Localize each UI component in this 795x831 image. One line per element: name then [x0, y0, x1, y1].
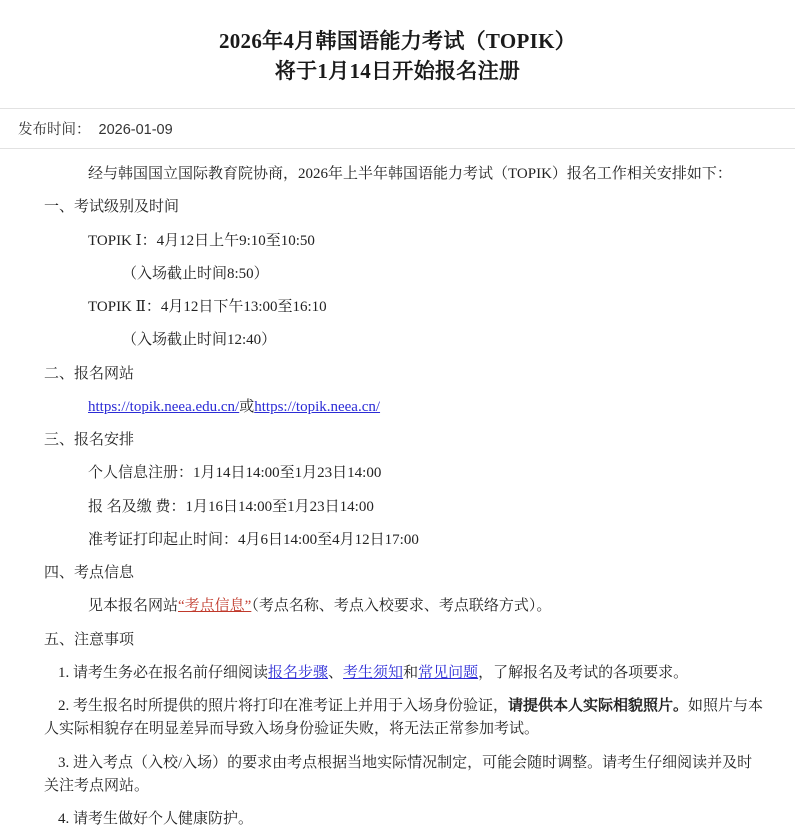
note-item-4 [30, 808, 765, 831]
registration-link-1[interactable]: https://topik.neea.edu.cn/ [88, 398, 240, 415]
note-item-2 [30, 695, 765, 742]
note-2-bold: 请提供本人实际相貌照片。 [508, 698, 689, 714]
section-heading-3: 三、报名安排 [44, 432, 135, 448]
note-2-pre: 考生报名时所提供的照片将打印在准考证上并用于入场身份验证， [73, 698, 509, 714]
title-line-2: 将于1月14日开始报名注册 [274, 59, 521, 83]
note-2-post: 如照片与本人实际相貌存在明显差异而导致入场身份验证失败，将无法正常参加考试。 [44, 698, 764, 738]
note-2-number: 2. [58, 698, 70, 714]
note-3-number: 3. [58, 754, 70, 771]
test-center-link[interactable]: “考点信息” [178, 598, 252, 615]
note-item-3 [30, 752, 765, 799]
note-item-1 [30, 662, 765, 685]
title-line-1: 2026年4月韩国语能力考试（TOPIK） [218, 29, 577, 53]
exam-entry-deadline-topik1: （入场截止时间8:50） [122, 265, 269, 282]
note-1-number: 1. [58, 664, 70, 681]
exam-level-topik1: TOPIK Ⅰ：4月12日上午9:10至10:50 [88, 232, 315, 249]
note-3-text: 进入考点（入校/入场）的要求由考点根据当地实际情况制定，可能会随时调整。请考生仔细阅读并及时关注考点网站。 [44, 754, 753, 794]
note-1-sep-2: 和 [403, 664, 419, 681]
note-1-pre: 请考生务必在报名前仔细阅读 [73, 664, 269, 681]
document-body [0, 149, 795, 831]
publish-meta [0, 108, 795, 149]
test-center-prefix: 见本报名网站 [88, 598, 179, 615]
test-center-suffix: （考点名称、考点入校要求、考点联络方式）。 [251, 598, 552, 615]
exam-entry-deadline-topik2: （入场截止时间12:40） [122, 332, 277, 349]
section-heading-2: 二、报名网站 [44, 365, 135, 382]
registration-link-2[interactable]: https://topik.neea.cn/ [254, 398, 381, 415]
exam-level-topik2: TOPIK Ⅱ：4月12日下午13:00至16:10 [88, 299, 327, 315]
note-1-link-steps[interactable]: 报名步骤 [268, 664, 329, 681]
section-heading-1: 一、考试级别及时间 [44, 199, 180, 216]
publish-time-label: 发布时间： [18, 122, 91, 138]
schedule-admission-ticket: 准考证打印起止时间：4月6日14:00至4月12日17:00 [88, 531, 419, 548]
note-4-text: 请考生做好个人健康防护。 [73, 811, 254, 827]
note-4-number: 4. [58, 811, 70, 827]
note-1-sep-1: 、 [328, 664, 344, 681]
test-center-info [30, 595, 765, 618]
publish-time-value: 2026-01-09 [98, 122, 173, 138]
note-1-link-faq[interactable]: 常见问题 [418, 664, 479, 681]
section-heading-4: 四、考点信息 [44, 565, 135, 581]
note-1-post: ，了解报名及考试的各项要求。 [478, 664, 689, 681]
section-heading-5: 五、注意事项 [44, 631, 135, 648]
schedule-personal-info: 个人信息注册：1月14日14:00至1月23日14:00 [88, 465, 382, 482]
schedule-registration-payment: 报 名及缴 费：1月16日14:00至1月23日14:00 [88, 498, 374, 515]
document-title [0, 0, 795, 96]
intro-paragraph: 经与韩国国立国际教育院协商，2026年上半年韩国语能力考试（TOPIK）报名工作相关安排如下： [88, 166, 732, 182]
note-1-link-instructions[interactable]: 考生须知 [343, 664, 404, 681]
registration-websites [30, 396, 765, 419]
link-separator: 或 [239, 398, 255, 415]
